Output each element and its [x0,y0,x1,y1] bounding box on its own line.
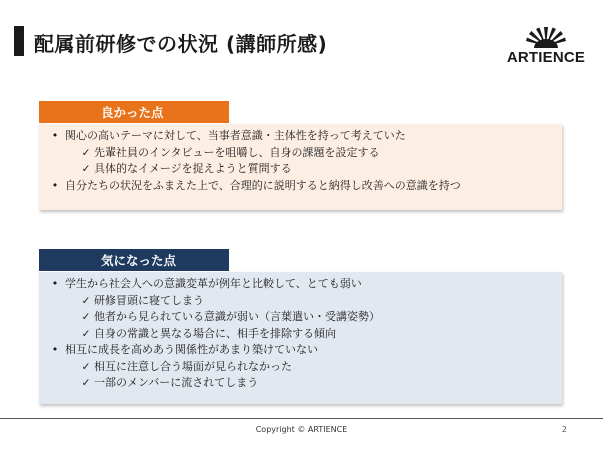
list-item [45,293,552,310]
checkmark-icon: ✓ [81,327,91,340]
list-item-text: 相互に成長を高めあう関係性があまり築けていない [65,343,318,356]
company-logo [505,24,587,68]
list-item [45,359,552,376]
checkmark-icon: ✓ [81,163,91,175]
list-item [45,276,552,293]
list-item-text: 他者から見られている意識が弱い（言葉遣い・受講姿勢） [94,310,380,323]
list-item-text: 関心の高いテーマに対して、当事者意識・主体性を持って考えていた [65,129,406,142]
list-item-text: 相互に注意し合う場面が見られなかった [94,359,292,373]
checkmark-icon: ✓ [81,294,91,307]
checkmark-icon: ✓ [81,360,91,373]
list-item [45,128,552,145]
list-item [45,161,552,178]
checkmark-icon: ✓ [81,146,91,159]
concerns-heading: 気になった点 [39,249,229,271]
list-item [45,375,552,392]
list-item [45,178,552,195]
list-item [45,326,552,343]
list-item-text: 先輩社員のインタビューを咀嚼し、自身の課題を設定する [94,145,380,159]
checkmark-icon: ✓ [81,377,91,389]
bullet-icon: • [51,129,59,142]
list-item [45,145,552,162]
checkmark-icon: ✓ [81,311,91,323]
good-points-heading: 良かった点 [39,101,229,123]
page-title: 配属前研修での状況 (講師所感) [34,32,328,56]
list-item-text: 具体的なイメージを捉えようと質問する [94,162,292,175]
bullet-icon: • [51,343,59,356]
list-item-text: 一部のメンバーに流されてしまう [94,376,259,389]
list-item-text: 研修冒頭に寝てしまう [94,293,204,307]
list-item [45,342,552,359]
good-points-box [39,124,562,210]
list-item-text: 自分たちの状況をふまえた上で、合理的に説明すると納得し改善への意識を持つ [65,178,461,192]
bullet-icon: • [51,277,59,290]
bullet-icon: • [51,178,59,192]
list-item-text: 学生から社会人への意識変革が例年と比較して、とても弱い [65,277,362,290]
page-number: 2 [561,425,567,434]
concerns-box [39,272,562,404]
logo-sunburst-icon [524,24,568,48]
footer-divider [0,418,603,419]
title-accent-bar [14,26,24,56]
footer-copyright: Copyright © ARTIENCE [255,425,348,434]
logo-text: ARTIENCE [506,49,586,66]
list-item [45,309,552,326]
list-item-text: 自身の常識と異なる場合に、相手を排除する傾向 [94,326,336,340]
